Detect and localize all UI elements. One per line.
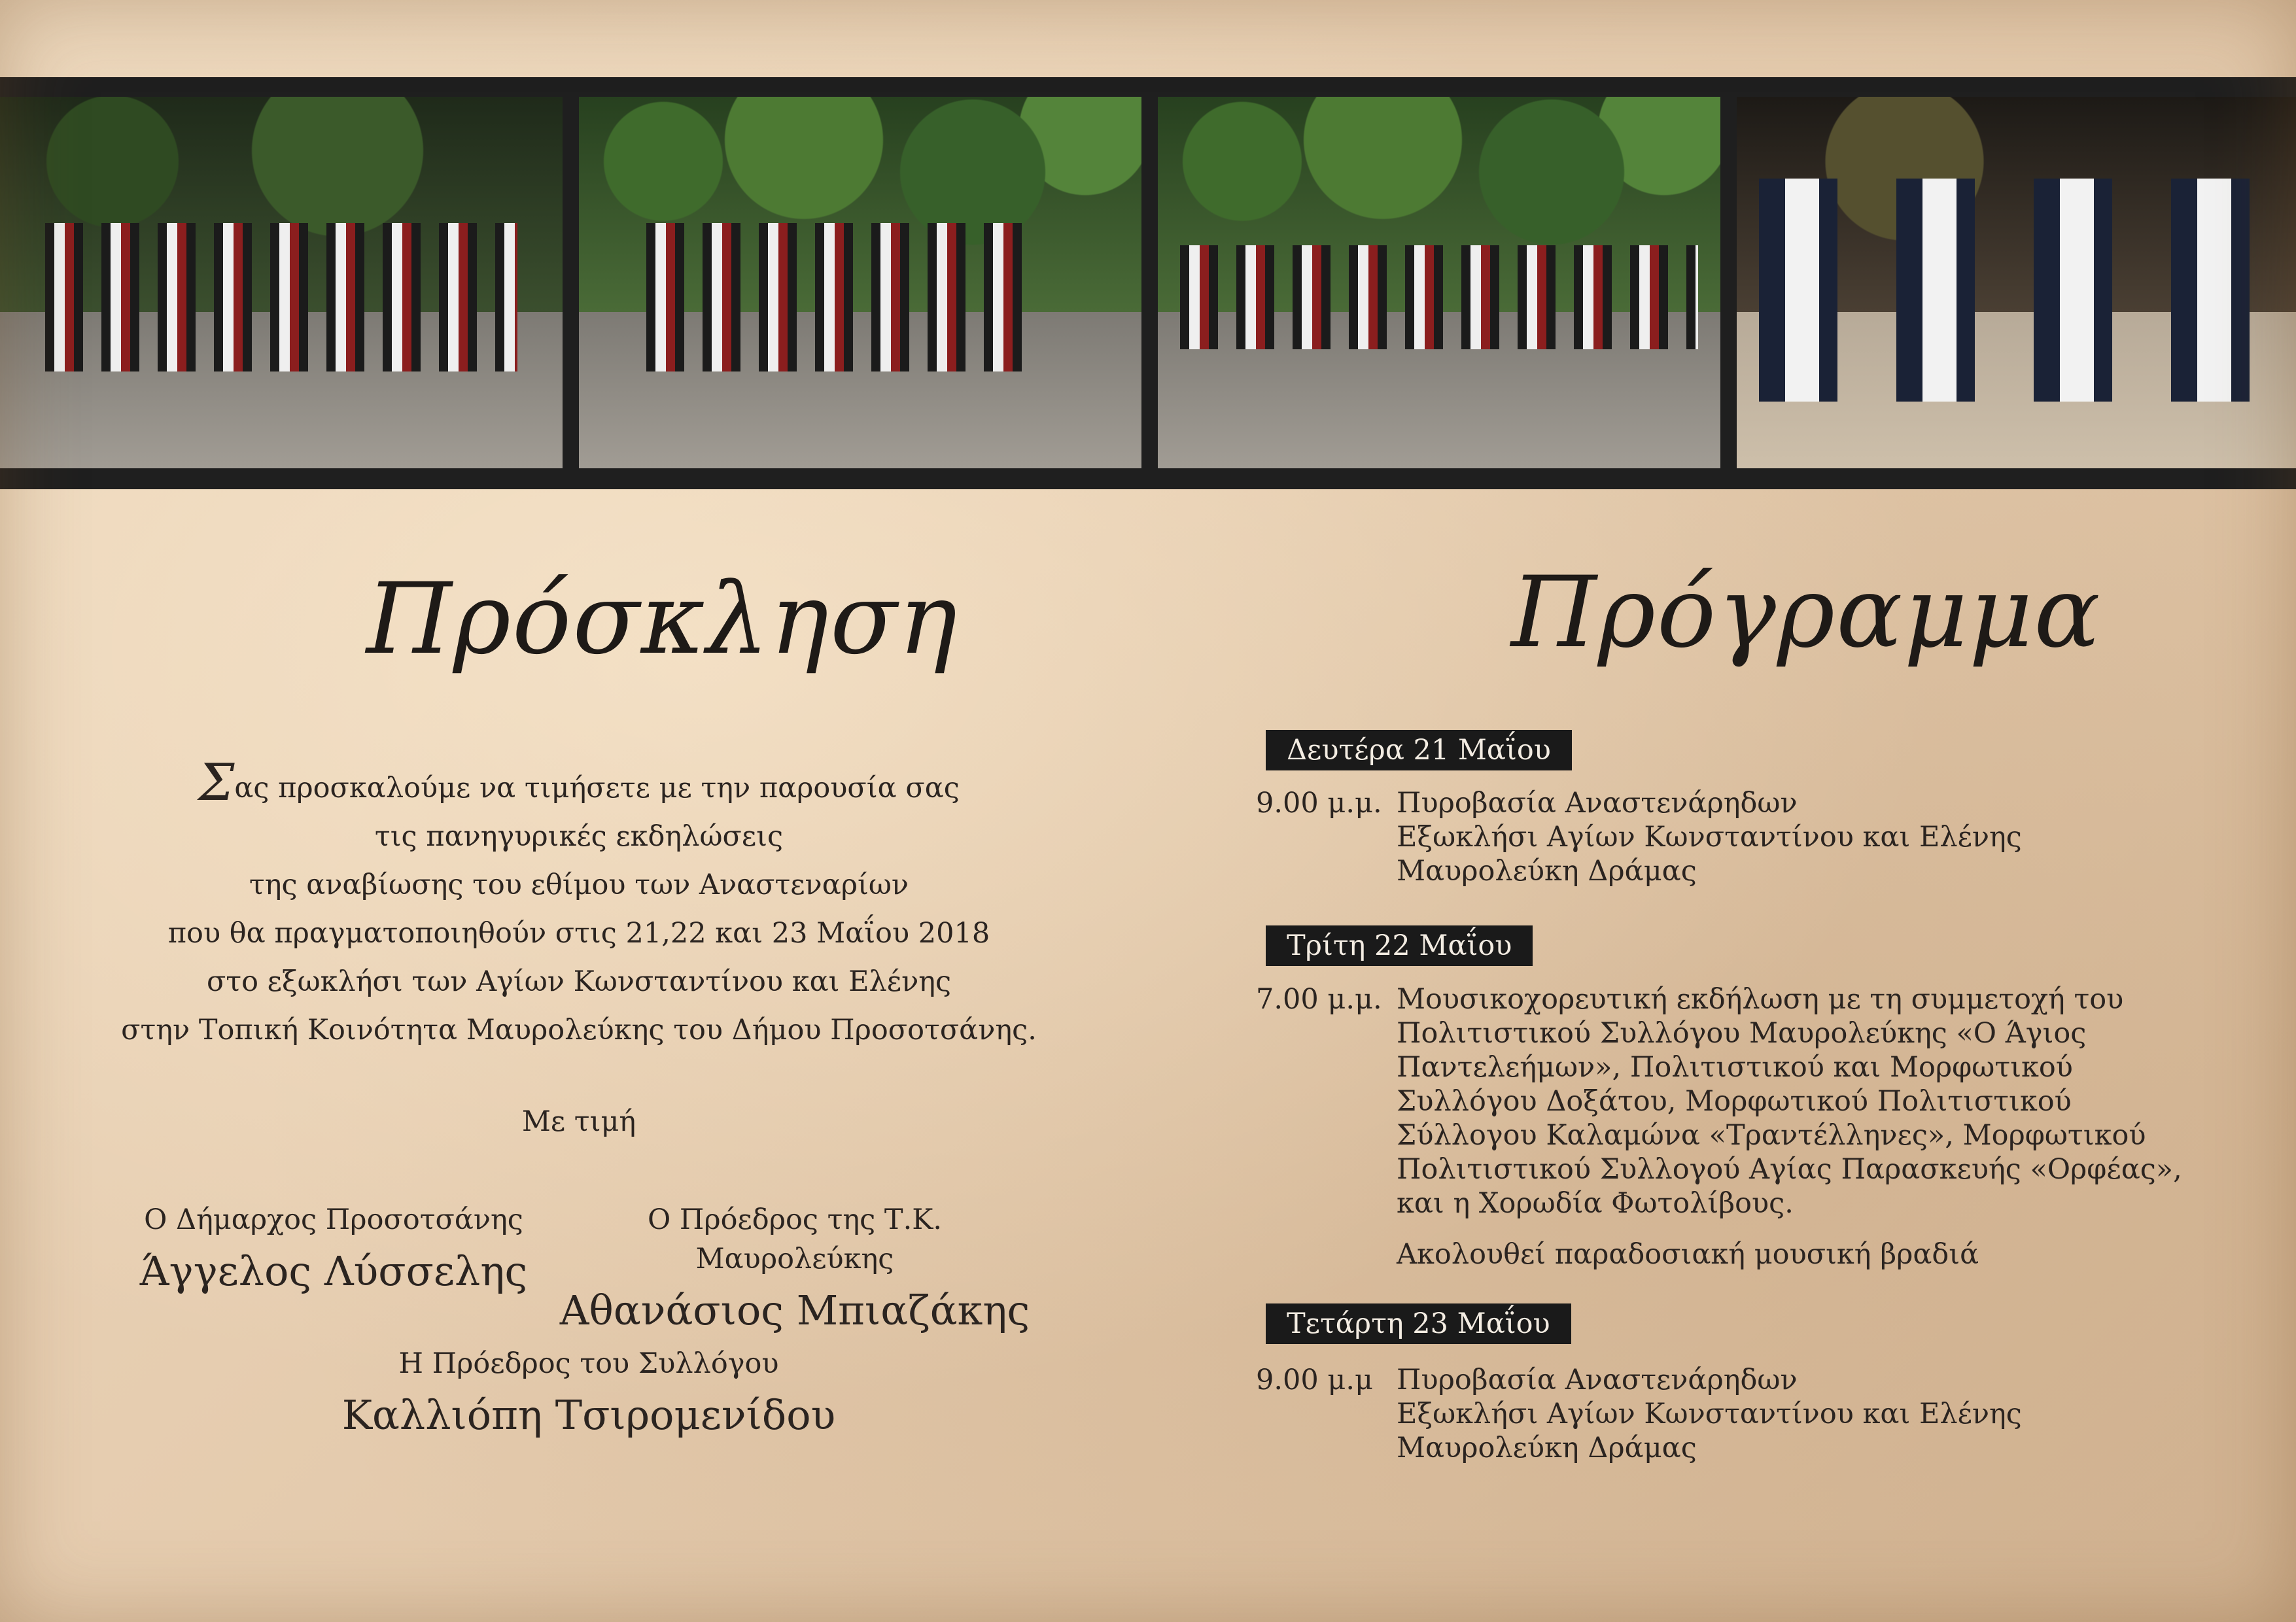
invitation-line: στο εξωκλήσι των Αγίων Κωνσταντίνου και Ελένης xyxy=(206,965,952,998)
entry-line: Πολιτιστικού Συλλόγου Μαυρολεύκης «Ο Άγιος xyxy=(1397,1017,2087,1050)
entry-line: Μουσικοχορευτική εκδήλωση με τη συμμετοχή του xyxy=(1397,983,2124,1016)
dropcap-letter: Σ xyxy=(198,753,235,812)
honor-line: Με τιμή xyxy=(521,1105,636,1138)
entry-line: Παντελεήμων», Πολιτιστικού και Μορφωτικού xyxy=(1397,1051,2073,1084)
mayor-name: Άγγελος Λύσσελης xyxy=(139,1247,528,1295)
club-president-signature xyxy=(262,1344,916,1445)
day-label-tuesday: Τρίτη 22 Μαΐου xyxy=(1266,925,1533,966)
children-dancers-photo xyxy=(0,97,563,468)
entry-line: Σύλλογου Καλαμώνα «Τραντέλληνες», Μορφωτικού xyxy=(1397,1119,2146,1152)
entry-line: Πολιτιστικού Συλλογού Αγίας Παρασκευής «Ορφέας», xyxy=(1397,1153,2182,1186)
invitation-line: στην Τοπική Κοινότητα Μαυρολεύκης του Δήμου Προσοτσάνης. xyxy=(121,1014,1037,1046)
entry-line: και η Χορωδία Φωτολίβους. xyxy=(1397,1187,1794,1220)
invitation-line: που θα πραγματοποιηθούν στις 21,22 και 23 Μαΐου 2018 xyxy=(167,917,990,950)
community-president-name: Αθανάσιος Μπιαζάκης xyxy=(559,1286,1030,1334)
club-president-role: Η Πρόεδρος του Συλλόγου xyxy=(398,1347,779,1380)
program-title: Πρόγραμμα xyxy=(1511,556,2102,670)
entry-line: Πυροβασία Αναστενάρηδων xyxy=(1397,787,1798,820)
entry-line: Πυροβασία Αναστενάρηδων xyxy=(1397,1364,1798,1396)
entry-line: Μαυρολεύκη Δράμας xyxy=(1397,855,1697,888)
mayor-role: Ο Δήμαρχος Προσοτσάνης xyxy=(144,1203,523,1236)
mayor-signature xyxy=(131,1200,536,1301)
entry-time: 7.00 μ.μ. xyxy=(1256,983,1382,1016)
entry-line: Εξωκλήσι Αγίων Κωνσταντίνου και Ελένης xyxy=(1397,821,2022,854)
community-president-signature xyxy=(553,1200,1037,1340)
circle-dance-photo xyxy=(1158,97,1720,468)
invitation-line: Σας προσκαλούμε να τιμήσετε με την παρουσία σας xyxy=(198,753,960,812)
invitation-line: τις πανηγυρικές εκδηλώσεις xyxy=(374,820,784,853)
invitation-text xyxy=(98,753,1060,1054)
women-dancers-photo xyxy=(579,97,1141,468)
day-label-wednesday: Τετάρτη 23 Μαΐου xyxy=(1266,1303,1571,1344)
entry-line: Συλλόγου Δοξάτου, Μορφωτικού Πολιτιστικού xyxy=(1397,1085,2072,1118)
entry-line: Εξωκλήσι Αγίων Κωνσταντίνου και Ελένης xyxy=(1397,1398,2022,1430)
entry-time: 9.00 μ.μ. xyxy=(1256,787,1382,820)
invitation-line: της αναβίωσης του εθίμου των Αναστεναρίων xyxy=(249,869,909,901)
entry-time: 9.00 μ.μ xyxy=(1256,1364,1373,1396)
day-label-monday: Δευτέρα 21 Μαΐου xyxy=(1266,730,1572,770)
invitation-title: Πρόσκληση xyxy=(366,562,959,676)
photo-strip xyxy=(0,77,2296,489)
club-president-name: Καλλιόπη Τσιρομενίδου xyxy=(341,1391,836,1439)
entry-note: Ακολουθεί παραδοσιακή μουσική βραδιά xyxy=(1397,1238,1979,1271)
men-dancers-photo xyxy=(1737,97,2296,468)
entry-line: Μαυρολεύκη Δράμας xyxy=(1397,1432,1697,1464)
community-president-role: Ο Πρόεδρος της Τ.Κ. Μαυρολεύκης xyxy=(647,1203,943,1275)
